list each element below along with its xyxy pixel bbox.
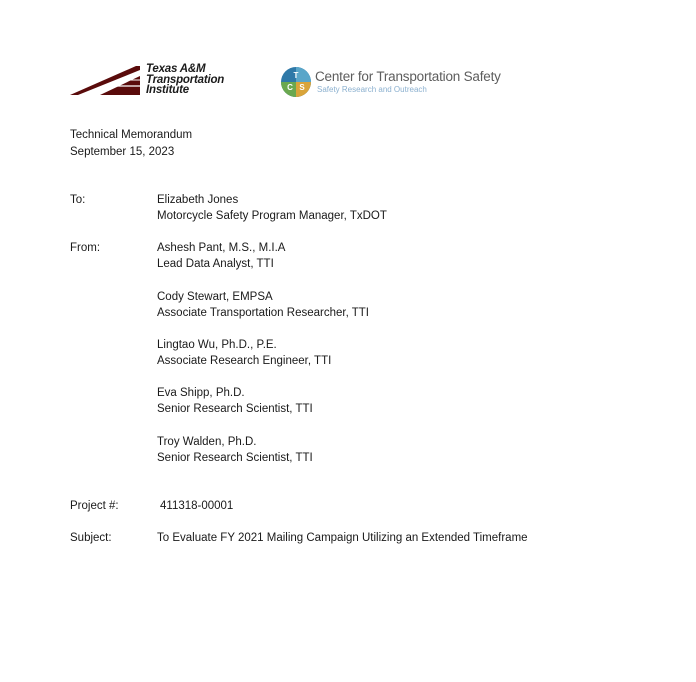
to-title: Motorcycle Safety Program Manager, TxDOT — [157, 210, 387, 222]
cts-logo — [280, 66, 510, 98]
cts-letter-t: T — [293, 71, 299, 80]
cts-title: Center for Transportation Safety — [315, 69, 501, 84]
subject-label: Subject: — [70, 532, 112, 544]
from-label: From: — [70, 242, 101, 254]
from-person-title: Associate Transportation Researcher, TTI — [157, 307, 369, 319]
from-person-name: Lingtao Wu, Ph.D., P.E. — [157, 339, 277, 351]
from-person-name: Eva Shipp, Ph.D. — [157, 387, 245, 399]
from-person-name: Ashesh Pant, M.S., M.I.A — [157, 242, 286, 254]
from-person-name: Cody Stewart, EMPSA — [157, 291, 273, 303]
subject-text: To Evaluate FY 2021 Mailing Campaign Utilizing an Extended Timeframe — [157, 532, 528, 544]
tti-line-2: Transportation — [146, 73, 225, 86]
doc-type: Technical Memorandum — [70, 129, 193, 141]
from-person-title: Lead Data Analyst, TTI — [157, 258, 274, 270]
tti-wordmark — [146, 64, 224, 96]
from-person-name: Troy Walden, Ph.D. — [157, 436, 257, 448]
project-label: Project #: — [70, 500, 119, 512]
cts-letter-s: S — [299, 83, 305, 92]
tti-line-3: Institute — [146, 84, 189, 96]
to-label: To: — [70, 194, 86, 206]
cts-letter-c: C — [287, 83, 293, 92]
from-person-title: Associate Research Engineer, TTI — [157, 355, 332, 367]
cts-subtitle: Safety Research and Outreach — [317, 85, 427, 94]
tti-line-1: Texas A&M — [146, 63, 206, 75]
from-person-title: Senior Research Scientist, TTI — [157, 403, 313, 415]
cts-emblem-icon — [280, 66, 312, 98]
tti-logo — [70, 64, 235, 98]
from-person-title: Senior Research Scientist, TTI — [157, 452, 313, 464]
project-number: 411318-00001 — [160, 500, 234, 512]
memo-date: September 15, 2023 — [70, 146, 175, 158]
to-name: Elizabeth Jones — [157, 194, 239, 206]
tti-swoosh-icon — [70, 64, 150, 98]
